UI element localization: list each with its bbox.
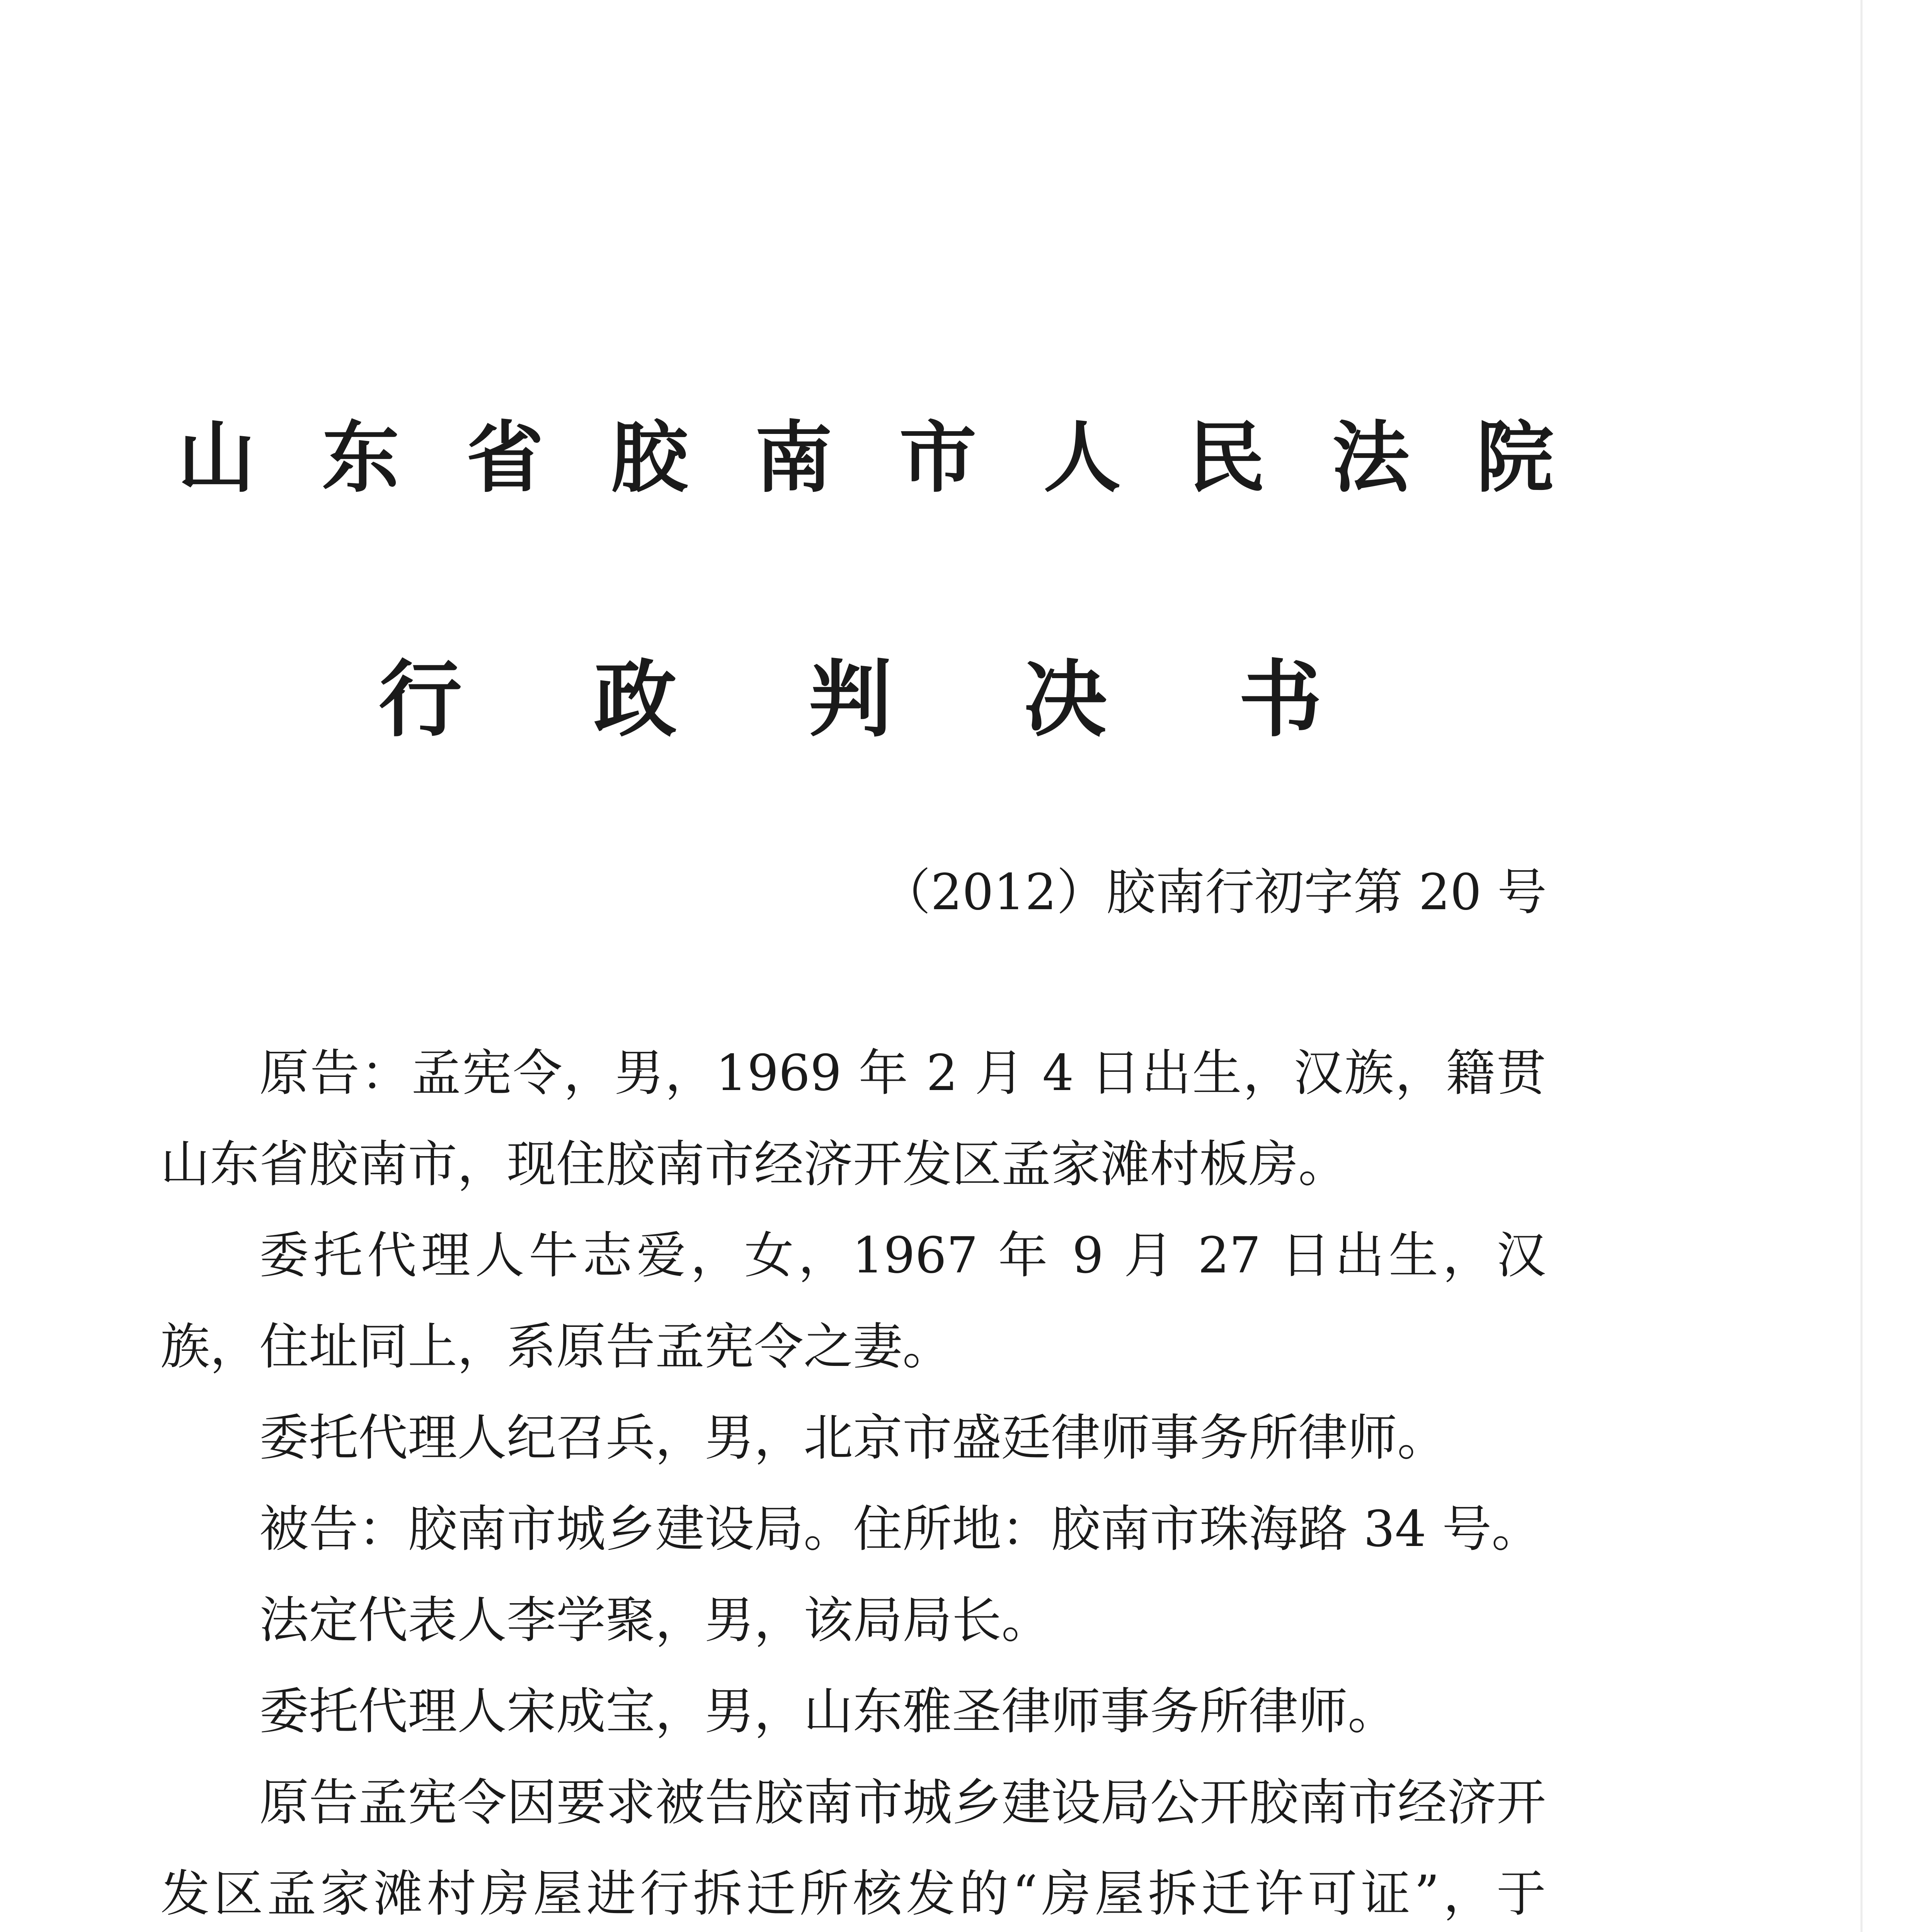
paragraph-defendant: 被告：胶南市城乡建设局。住所地：胶南市珠海路 34 号。 bbox=[259, 1500, 1541, 1558]
paragraph-agent-2: 委托代理人纪召兵，男，北京市盛廷律师事务所律师。 bbox=[259, 1409, 1447, 1467]
case-number: （2012）胶南行初字第 20 号 bbox=[881, 864, 1547, 921]
document-title-char: 判 bbox=[809, 650, 892, 748]
paragraph-case-history: 原告孟宪令因要求被告胶南市城乡建设局公开胶南市经济开发区孟家滩村房屋进行拆迁所核发的“房屋拆迁许可证”，于 bbox=[160, 1774, 1546, 1923]
court-name-char: 山 bbox=[178, 412, 255, 503]
paragraph-legal-representative: 法定代表人李学聚，男，该局局长。 bbox=[259, 1592, 1051, 1649]
paragraph-plaintiff: 原告：孟宪令，男，1969 年 2 月 4 日出生，汉族，籍贯山东省胶南市，现住胶南市经济开发区孟家滩村板房。 bbox=[160, 1044, 1546, 1193]
court-name bbox=[178, 412, 1554, 504]
court-name-char: 胶 bbox=[610, 412, 688, 503]
document-title-char: 书 bbox=[1239, 650, 1322, 748]
court-name-char: 东 bbox=[322, 412, 400, 503]
court-name-char: 市 bbox=[899, 412, 977, 503]
paragraph-agent-3: 委托代理人宋成宝，男，山东雅圣律师事务所律师。 bbox=[259, 1683, 1398, 1740]
court-name-char: 院 bbox=[1476, 412, 1554, 503]
court-name-char: 人 bbox=[1043, 412, 1121, 503]
paragraph-agent-1: 委托代理人牛志爱，女，1967 年 9 月 27 日出生，汉族，住址同上，系原告孟宪令之妻。 bbox=[160, 1227, 1546, 1376]
document-body bbox=[160, 1028, 1546, 1932]
document-title bbox=[379, 649, 1322, 750]
court-name-char: 民 bbox=[1188, 412, 1265, 503]
document-title-char: 决 bbox=[1023, 650, 1107, 748]
court-name-char: 省 bbox=[466, 412, 544, 503]
court-name-char: 法 bbox=[1332, 412, 1410, 503]
scan-edge-shadow bbox=[1861, 0, 1863, 1932]
document-title-char: 政 bbox=[594, 650, 677, 748]
court-name-char: 南 bbox=[755, 412, 833, 503]
document-title-char: 行 bbox=[379, 650, 462, 748]
